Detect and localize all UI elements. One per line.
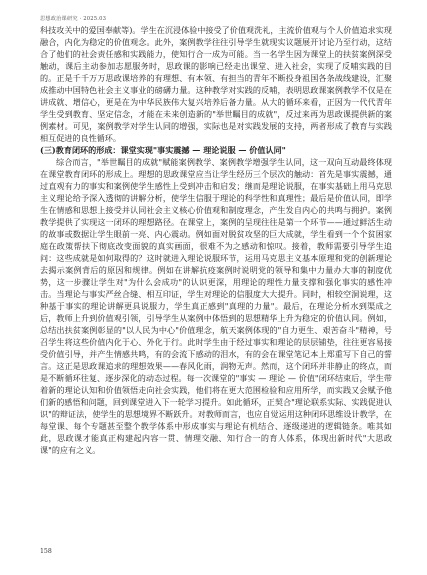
page-number: 158 — [40, 548, 52, 555]
section-heading: (三)教育闭环的形成：课堂实现"事实震撼 — 理论说服 — 价值认同" — [40, 145, 286, 155]
body-paragraph: 科技攻关中的爱国奉献等)。学生在沉浸体验中接受了价值观洗礼，主流价值观与个人价值追求实现融合，内化为稳定的价值观念。此外，案例教学往往引导学生就现实议题展开讨论乃至行动，这结合了他们的社会责任感和实践能力，使知行合一成为可能。当一名学生因为课堂上的扶贫案例深受触动，课后主动参加志愿服务时，思政课的影响已经走出课堂、进入社会，实现了反哺实践的目的。正是千千万万思政课培养的有理想、有本领、有担当的青年不断投身祖国各条战线建设，汇聚成推动中国特色社会主义事业的磅礴力量。这种教学对实践的反哺，表明思政课案例教学不仅是在讲成就、增信心，更是在为中华民族伟大复兴培养后备力量。从大的循环来看，正因为一代代青年学生受到教育、坚定信念，才能在未来创造新的"举世瞩目的成就"，反过来再为思政课提供新的案例素材。可见，案例教学对学生认同的增强，实际也是对实践发展的支持，两者形成了教育与实践相互促进的良性循环。 — [40, 25, 392, 143]
body-paragraph: 综合而言，"举世瞩目的成就"赋能案例教学、案例教学增强学生认同，这一双向互动最终体现在课堂教育闭环的形成上。理想的思政课堂应当让学生经历三个层次的触动：首先是事实震撼，通过直观有力的事实和案例使学生感性上受到冲击和启发；继而是理论说服，在事实基础上用马克思主义理论给予深入透彻的讲解分析，使学生信服于理论的科学性和真理性；最后是价值认同，即学生在情感和思想上接受并认同社会主义核心价值观和制度理念，产生发自内心的共鸣与拥护。案例教学提供了实现这一闭环的理想路径。在课堂上，案例的呈现往往是第一个环节——通过鲜活生动的故事或数据让学生眼前一亮、内心震动。例如面对脱贫攻坚的巨大成就，学生看到一个个贫困家庭在政策帮扶下彻底改变面貌的真实画面，很难不为之感动和惊叹。接着，教师需要引导学生追问：这些成就是如何取得的？这时就进入理论说服环节，运用马克思主义基本原理和党的创新理论去揭示案例背后的原因和规律。例如在讲解抗疫案例时说明党的领导和集中力量办大事的制度优势，这一步骤让学生对"为什么会成功"的认识更深，用理论的理性力量支撑和强化事实的感性冲击。当理论与事实严丝合缝、相互印证，学生对理论的信服度大大提升。同时，相较空洞说理，这种基于事实的理论讲解更具说服力，学生真正感到"真理的力量"。最后，在理论分析水到渠成之后，教师上升到价值观引领，引导学生从案例中体悟到的思想精华上升为稳定的价值认同。例如，总结出扶贫案例彰显的"以人民为中心"价值理念，航天案例体现的"自力更生、艰苦奋斗"精神，号召学生将这些价值内化于心、外化于行。此时学生由于经过事实和理论的层层铺垫，往往更容易接受价值引导，并产生情感共鸣，有的会流下感动的泪水，有的会在课堂笔记本上郑重写下自己的誓言。这正是思政课追求的理想效果——春风化雨，润物无声。然而，这个闭环并非静止的终点，而是不断循环往复、逐步深化的动态过程。每一次课堂的"事实 — 理论 — 价值"闭环结束后，学生带着新的理论认知和价值领悟走向社会实践，他们将在更大范围检验和应用所学，而实践又会赋予他们新的感悟和问题，回到课堂进入下一轮学习提升。如此循环，正契合"理论联系实际、实践促进认识"的辩证法，使学生的思想境界不断跃升。对教师而言，也应自觉运用这种闭环思维设计教学，在每堂课、每个专题甚至整个教学体系中形成事实与理论有机结合、逐级递进的逻辑链条。唯其如此，思政课才能真正构建起内容一贯、情理交融、知行合一的育人体系，体现出新时代"大思政课"的应有之义。 — [40, 157, 392, 455]
article-body — [40, 24, 392, 456]
running-header: 思想政治课研究 · 2025.03 — [40, 16, 107, 22]
